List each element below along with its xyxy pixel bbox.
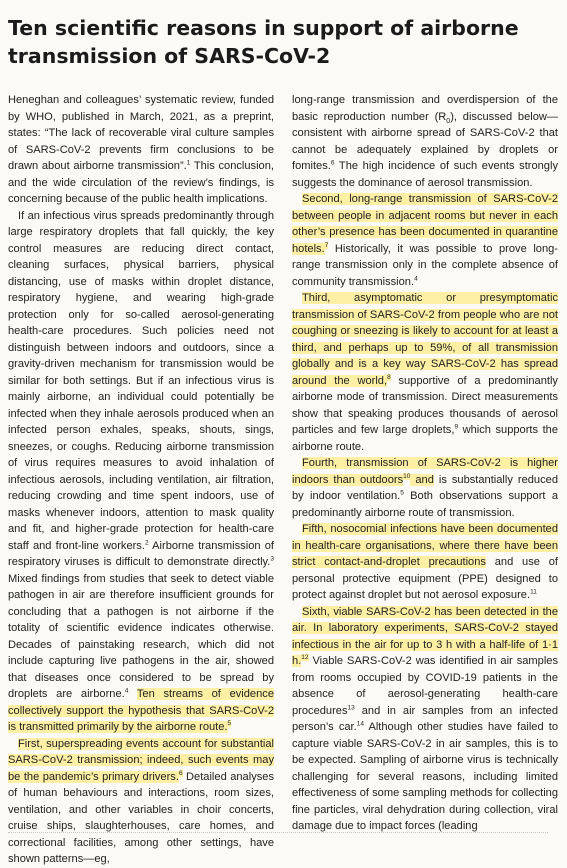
- highlighted-text: Third, asymptomatic or presymptomatic transmission of SARS-CoV-2 from people who are not coughing or sneezing is likely to account for at least a third, and perhaps up to 59%, of all transmission globally and is a key way SARS-CoV-2 has spread around the world,: [292, 292, 558, 387]
- reference-mark: 5: [227, 720, 232, 728]
- reference-mark: 12: [301, 654, 309, 662]
- reference-mark: 11: [530, 588, 537, 596]
- text: and use of personal protective equipment (PPE) designed to protect against droplet but not aerosol exposure.: [292, 556, 558, 601]
- highlighted-text: and: [410, 473, 434, 486]
- paragraph-first-reason: [8, 736, 274, 868]
- text: and in air samples from an infected person’s car.: [292, 704, 558, 733]
- paragraph-fourth-reason: [292, 455, 558, 521]
- text: The high incidence of such events strongly suggests the dominance of aerosol transmission.: [292, 160, 558, 189]
- reference-mark: 6: [178, 769, 183, 777]
- text: Airborne transmission of respiratory viruses is difficult to demonstrate directly.: [8, 539, 274, 568]
- reference-mark: 9: [454, 423, 459, 431]
- reference-mark: 5: [400, 489, 404, 497]
- paragraph-fifth-reason: [292, 521, 558, 604]
- page-bottom-rule: [8, 832, 548, 833]
- reference-mark: 2: [144, 538, 149, 546]
- highlighted-text: Fourth, transmission of SARS-CoV-2 is higher indoors than outdoors: [292, 457, 558, 486]
- text: is substantially reduced by indoor ventilation.: [292, 473, 558, 502]
- reference-mark: 8: [387, 373, 391, 381]
- text: Detailed analyses of human behaviours and interactions, room sizes, ventilation, and other variables in choir concerts, cruise ships, slaughterhouses, care homes, and correctional facilities, among other settings, have shown patterns—eg,: [8, 770, 275, 865]
- reference-mark: 10: [403, 472, 411, 480]
- reference-mark: 14: [356, 720, 364, 728]
- right-column: [292, 92, 558, 835]
- text: If an infectious virus spreads predominantly through large respiratory droplets that fall quickly, the key control measures are reducing direct contact, cleaning surfaces, physical barriers, physical distancing, use of masks within droplet distance, respiratory hygiene, and wearing high-grade protection only for so-called aerosol-generating health-care procedures. Such policies need not distinguish between indoors and outdoors, since a gravity-driven mechanism for transmission would be similar for both settings. But if an infectious virus is mainly airborne, an individual could potentially be infected when they inhale aerosols produced when an infected person exhales, speaks, shouts, sings, sneezes, or coughs. Reducing airborne transmission of virus requires measures to avoid inhalation of infectious aerosols, including ventilation, air filtration, reducing crowding and time spent indoors, use of masks whenever indoors, attention to mask quality and fit, and higher-grade protection for health-care staff and front-line workers.: [8, 209, 274, 552]
- highlighted-text: First, superspreading events account for substantial SARS-CoV-2 transmission; indeed, such events may be the pandemic’s primary drivers.: [8, 737, 274, 783]
- text: supportive of a predominantly airborne mode of transmission. Direct measurements show that speaking produces thousands of aerosol particles and few large droplets,: [292, 374, 558, 436]
- paragraph-intro: [8, 92, 274, 208]
- reference-mark: 1: [186, 159, 191, 167]
- text: Both observations support a predominantly airborne route of transmission.: [292, 490, 558, 519]
- text: Although other studies have failed to capture viable SARS-CoV-2 in air samples, this is to be expected. Sampling of airborne virus is technically challenging for several reasons, including limited effectiveness of some sampling methods for collecting fine particles, viral dehydration during collection, viral damage due to impact forces (leading: [292, 721, 558, 832]
- text: Historically, it was possible to prove long-range transmission only in the complete absence of community transmission.: [292, 242, 558, 288]
- paragraph-third-reason: [292, 290, 558, 455]
- paragraph-sixth-reason: [292, 604, 558, 835]
- highlighted-text: Sixth, viable SARS-CoV-2 has been detected in the air. In laboratory experiments, SARS-CoV-2 stayed infectious in the air for up to 3 h with a half-life of 1·1 h.: [292, 605, 558, 667]
- text: This conclusion, and the wide circulation of the review’s findings, is concerning because of the public health implications.: [8, 160, 274, 205]
- article-title: Ten scientific reasons in support of airborne transmission of SARS-CoV-2: [8, 16, 519, 68]
- reference-mark: 4: [414, 274, 418, 282]
- paragraph-continuation: [292, 92, 558, 191]
- paragraph-second-reason: [292, 191, 558, 290]
- paragraph-control-measures: [8, 208, 274, 736]
- highlighted-text: Ten streams of evidence collectively support the hypothesis that SARS-CoV-2 is transmitted primarily by the airborne route.: [8, 688, 274, 733]
- reference-mark: 3: [270, 555, 274, 563]
- text: [128, 688, 137, 700]
- text: which supports the airborne route.: [292, 424, 558, 453]
- text: long-range transmission and overdispersion of the basic reproduction number (R: [292, 94, 558, 123]
- text: Viable SARS-CoV-2 was identified in air samples from rooms occupied by COVID-19 patients in the absence of aerosol-generating health-care procedures: [292, 655, 558, 717]
- text: ), discussed below—consistent with airborne spread of SARS-CoV-2 that cannot be adequately explained by droplets or fomites.: [292, 110, 558, 172]
- highlighted-text: Second, long-range transmission of SARS-CoV-2 between people in adjacent rooms but never in each other’s presence has been documented in quarantine hotels.: [292, 193, 558, 255]
- reference-mark: 13: [347, 703, 355, 711]
- text: Heneghan and colleagues’ systematic review, funded by WHO, published in March, 2021, as a preprint, states: “The lack of recoverable viral culture samples of SARS-CoV-2 prevents firm conclusions to be drawn about airborne transmission”.: [8, 94, 274, 172]
- subscript: 0: [446, 117, 451, 125]
- reference-mark: 4: [124, 687, 129, 695]
- reference-mark: 6: [330, 159, 335, 167]
- text: Mixed findings from studies that seek to detect viable pathogen in air are therefore insufficient grounds for concluding that a pathogen is not airborne if the totality of scientific evidence indicates otherwise. Decades of painstaking research, which did not include capturing live pathogens in the air, showed that diseases once considered to be spread by droplets are airborne.: [8, 572, 274, 700]
- highlighted-text: Fifth, nosocomial infections have been documented in health-care organisations, where there have been strict contact-and-droplet precautions: [292, 523, 558, 568]
- left-column: [8, 92, 274, 868]
- reference-mark: 7: [324, 241, 329, 249]
